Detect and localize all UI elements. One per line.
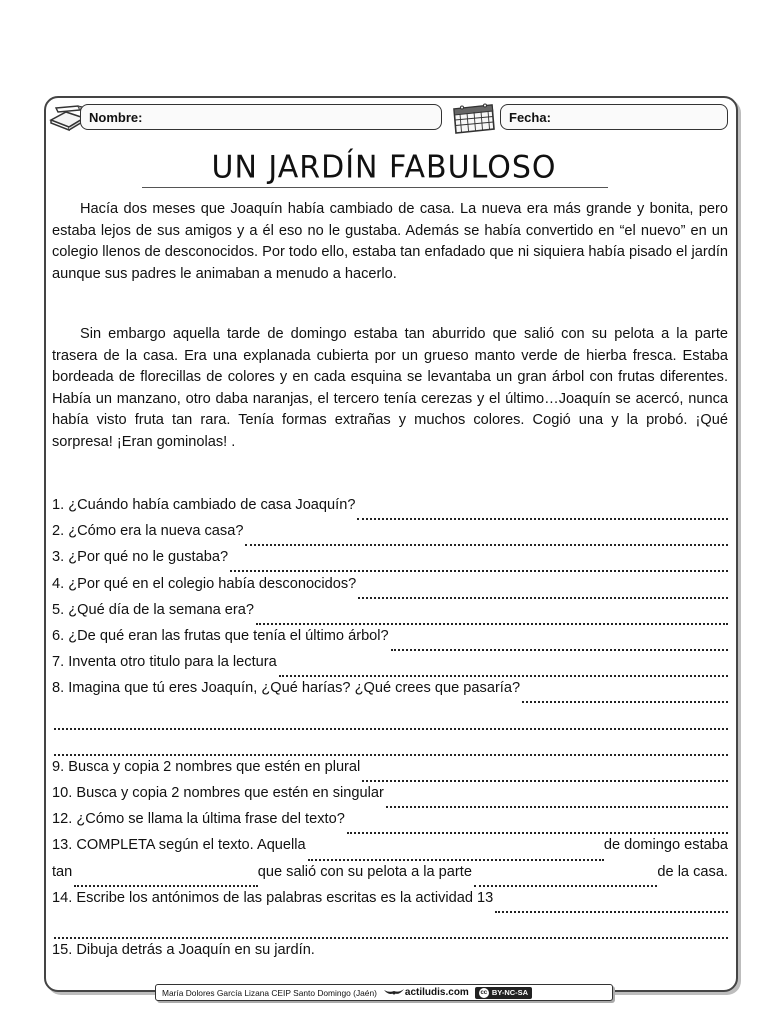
answer-line[interactable] [357, 506, 728, 520]
question-row [52, 864, 728, 890]
question-text: 13. COMPLETA según el texto. Aquella [52, 837, 306, 854]
answer-line[interactable] [474, 873, 657, 887]
question-row [52, 759, 728, 785]
date-label: Fecha: [509, 110, 551, 125]
license-badge [475, 987, 532, 999]
question-row [52, 785, 728, 811]
question-text-after: de la casa. [657, 863, 728, 880]
reading-paragraph-2: Sin embargo aquella tarde de domingo estaba tan aburrido que salió con su pelota a la parte trasera de la casa. Era una explanada cubierta por un grueso manto verde de hierba fresca. Estaba bordeada de florecillas de colores y en cada esquina se levantaba un gran árbol con frutas diferentes. Había un manzano, otro daba naranjas, el tercero tenía cerezas y el último…Joaquín se acercó, nunca había visto fruta tan rara. Tenía formas extrañas y muchos colores. Cogió una y la probó. ¡Qué sorpresa! ¡Eran gominolas! . [52, 326, 728, 450]
question-text: 5. ¿Qué día de la semana era? [52, 601, 255, 618]
site-link[interactable] [383, 987, 469, 999]
question-text: tan [52, 863, 73, 880]
question-row [52, 654, 728, 680]
question-text: 3. ¿Por qué no le gustaba? [52, 549, 229, 566]
bird-logo-icon [383, 987, 405, 999]
creative-commons-icon: cc [480, 989, 488, 996]
answer-line[interactable] [391, 637, 728, 651]
question-row [52, 733, 728, 759]
question-row [52, 680, 728, 706]
answer-line[interactable] [308, 847, 604, 861]
question-row [52, 523, 728, 549]
answer-line[interactable] [230, 558, 728, 572]
question-text: 2. ¿Cómo era la nueva casa? [52, 523, 244, 540]
name-field[interactable] [80, 104, 442, 130]
question-row [52, 942, 728, 968]
answer-line[interactable] [495, 899, 728, 913]
question-row [52, 837, 728, 863]
answer-line[interactable] [256, 611, 728, 625]
page-title: UN JARDÍN FABULOSO [211, 149, 557, 186]
answer-line[interactable] [74, 873, 257, 887]
question-row [52, 497, 728, 523]
reading-paragraph-1: Hacía dos meses que Joaquín había cambiado de casa. La nueva era más grande y bonita, pero estaba lejos de sus amigos y a él eso no le gustaba. Además se había convertido en “el nuevo” en un colegio llenos de desconocidos. Por todo ello, estaba tan enfadado que ni siquiera había pisado el jardín aunque sus padres le animaban a menudo a hacerlo. [52, 201, 728, 282]
calendar-icon [448, 101, 498, 135]
question-row [52, 602, 728, 628]
name-label: Nombre: [89, 110, 143, 125]
author-credit: María Dolores García Lizana CEIP Santo Domingo (Jaén) [162, 987, 377, 998]
question-row [52, 549, 728, 575]
answer-line[interactable] [347, 820, 728, 834]
question-text: 8. Imagina que tú eres Joaquín, ¿Qué harías? ¿Qué crees que pasaría? [52, 680, 521, 697]
footer-credits [155, 984, 613, 1001]
question-text: 12. ¿Cómo se llama la última frase del texto? [52, 811, 345, 828]
answer-line[interactable] [358, 585, 728, 599]
question-text: 7. Inventa otro titulo para la lectura [52, 654, 277, 671]
site-label: actiludis.com [404, 987, 469, 998]
question-row [52, 916, 728, 942]
question-text-after: de domingo estaba [603, 837, 728, 854]
license-label: BY-NC-SA [491, 988, 529, 997]
answer-line[interactable] [245, 532, 728, 546]
date-field[interactable] [500, 104, 728, 130]
question-row [52, 628, 728, 654]
answer-line[interactable] [54, 716, 728, 730]
question-list [52, 497, 728, 968]
question-row [52, 707, 728, 733]
question-text: 15. Dibuja detrás a Joaquín en su jardín. [52, 942, 315, 959]
question-row [52, 811, 728, 837]
question-row [52, 890, 728, 916]
answer-line[interactable] [54, 742, 728, 756]
question-text-middle: que salió con su pelota a la parte [257, 863, 472, 880]
question-text: 1. ¿Cuándo había cambiado de casa Joaquín? [52, 497, 356, 513]
question-text: 4. ¿Por qué en el colegio había desconocidos? [52, 575, 357, 592]
question-text: 14. Escribe los antónimos de las palabras escritas es la actividad 13 [52, 889, 494, 906]
answer-line[interactable] [279, 663, 728, 677]
question-text: 9. Busca y copia 2 nombres que estén en plural [52, 758, 361, 775]
question-text: 10. Busca y copia 2 nombres que estén en singular [52, 785, 384, 802]
answer-line[interactable] [54, 925, 728, 939]
answer-line[interactable] [522, 689, 728, 703]
question-row [52, 576, 728, 602]
answer-line[interactable] [386, 794, 728, 808]
answer-line[interactable] [362, 768, 728, 782]
title-underline [142, 187, 608, 188]
question-text: 6. ¿De qué eran las frutas que tenía el último árbol? [52, 627, 389, 644]
